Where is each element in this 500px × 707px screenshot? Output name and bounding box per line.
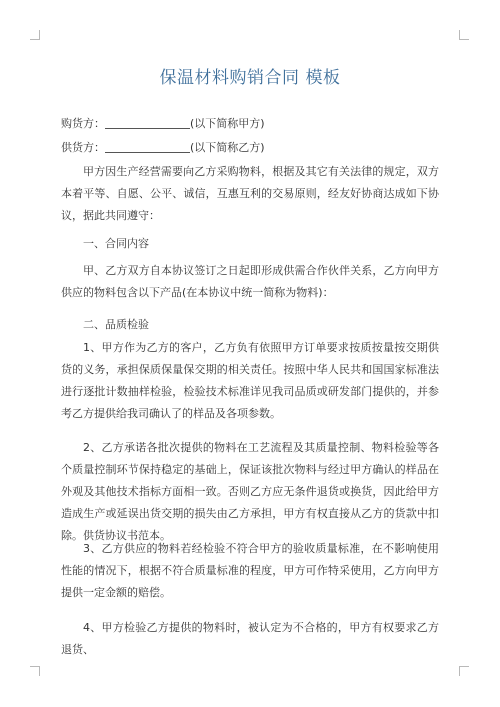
- buyer-line: [61, 113, 439, 135]
- seller-label: 供货方：: [61, 141, 105, 154]
- buyer-blank: [105, 116, 190, 129]
- buyer-label: 购货方：: [61, 117, 105, 130]
- buyer-note: (以下简称甲方): [190, 117, 265, 130]
- crop-mark-top-left: [30, 30, 40, 40]
- crop-mark-bottom-right: [459, 666, 469, 676]
- crop-mark-top-right: [459, 30, 469, 40]
- seller-blank: [105, 140, 190, 153]
- clause-1-paragraph: 1、甲方作为乙方的客户，乙方负有依照甲方订单要求按质按量按交期供货的义务，承担保质保量保交期的相关责任。按照中华人民共和国国家标准法进行逐批计数抽样检验，检验技术标准详见我司品质或研发部门提供的，并参考乙方提供给我司确认了的样品及各项参数。: [61, 341, 439, 420]
- clause-3-paragraph: 3、乙方供应的物料若经检验不符合甲方的验收质量标准，在不影响使用性能的情况下，根据不符合质量标准的程度，甲方可作特采使用，乙方向甲方提供一定金额的赔偿。: [61, 542, 439, 599]
- crop-mark-bottom-left: [30, 666, 40, 676]
- clause-2-paragraph: 2、乙方承诺各批次提供的物料在工艺流程及其质量控制、物料检验等各个质量控制环节保持稳定的基础上，保证该批次物料与经过甲方确认的样品在外观及其他技术指标方面相一致。否则乙方应无条件退货或换货，因此给甲方造成生产或延误出货交期的损失由乙方承担，甲方有权直接从乙方的货款中扣除。供货协议书范本。: [61, 441, 439, 542]
- preamble-paragraph: 甲方因生产经营需要向乙方采购物料，根据及其它有关法律的规定，双方本着平等、自愿、公平、诚信，互惠互利的交易原则，经友好协商达成如下协议，据此共同遵守：: [61, 165, 439, 222]
- clause-4-paragraph: 4、甲方检验乙方提供的物料时，被认定为不合格的，甲方有权要求乙方退货、: [61, 621, 439, 656]
- seller-line: [61, 137, 439, 159]
- document-title: 保温材料购销合同 模板: [159, 68, 341, 88]
- section-heading-contract-content: 一、合同内容: [83, 237, 149, 250]
- seller-note: (以下简称乙方): [190, 141, 265, 154]
- section-heading-quality-inspection: 二、品质检验: [83, 318, 149, 331]
- section-1-paragraph: 甲、乙方双方自本协议签订之日起即形成供需合作伙伴关系，乙方向甲方供应的物料包含以下产品(在本协议中统一简称为物料)：: [61, 264, 439, 299]
